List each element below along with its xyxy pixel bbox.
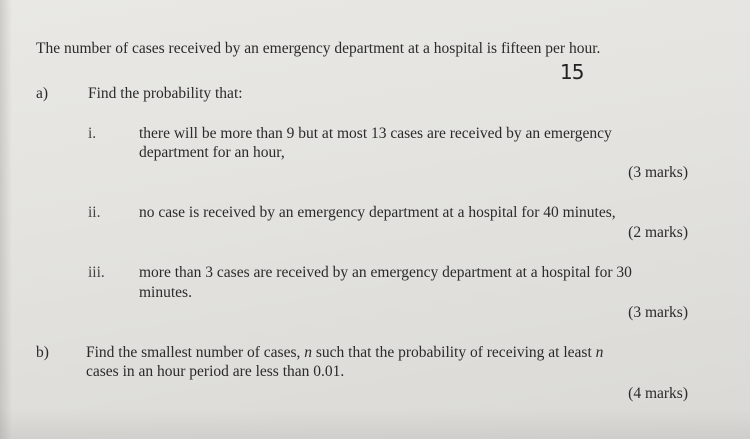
part-a-label: a)	[36, 85, 49, 102]
item-i-numeral: i.	[88, 125, 97, 142]
item-iii-line2: minutes.	[139, 284, 192, 301]
item-iii-marks: (3 marks)	[628, 304, 688, 321]
part-b-line1	[86, 343, 603, 362]
part-b-line1-pre: Find the smallest number of cases,	[86, 344, 305, 361]
variable-n: n	[304, 344, 312, 361]
part-b-label: b)	[36, 344, 49, 361]
item-ii-line1: no case is received by an emergency department at a hospital for 40 minutes,	[139, 204, 616, 221]
item-i-line2: department for an hour,	[139, 144, 285, 161]
item-i-line1: there will be more than 9 but at most 13 cases are received by an emergency	[139, 125, 612, 142]
part-a-prompt: Find the probability that:	[88, 85, 243, 102]
item-ii-numeral: ii.	[88, 204, 101, 221]
handwritten-note: 15	[560, 60, 584, 84]
item-i-marks: (3 marks)	[628, 164, 688, 181]
part-b-line1-mid: such that the probability of receiving at least	[312, 344, 596, 361]
item-iii-numeral: iii.	[88, 264, 105, 281]
item-ii-marks: (2 marks)	[628, 224, 688, 241]
page-shadow	[0, 0, 12, 439]
question-intro: The number of cases received by an emergency department at a hospital is fifteen per hour.	[36, 40, 601, 57]
part-b-line2: cases in an hour period are less than 0.01.	[86, 363, 345, 380]
variable-n-second: n	[595, 344, 604, 361]
part-b-marks: (4 marks)	[628, 385, 688, 402]
page-bottom-shade	[0, 409, 750, 439]
item-iii-line1: more than 3 cases are received by an emergency department at a hospital for 30	[139, 264, 632, 281]
